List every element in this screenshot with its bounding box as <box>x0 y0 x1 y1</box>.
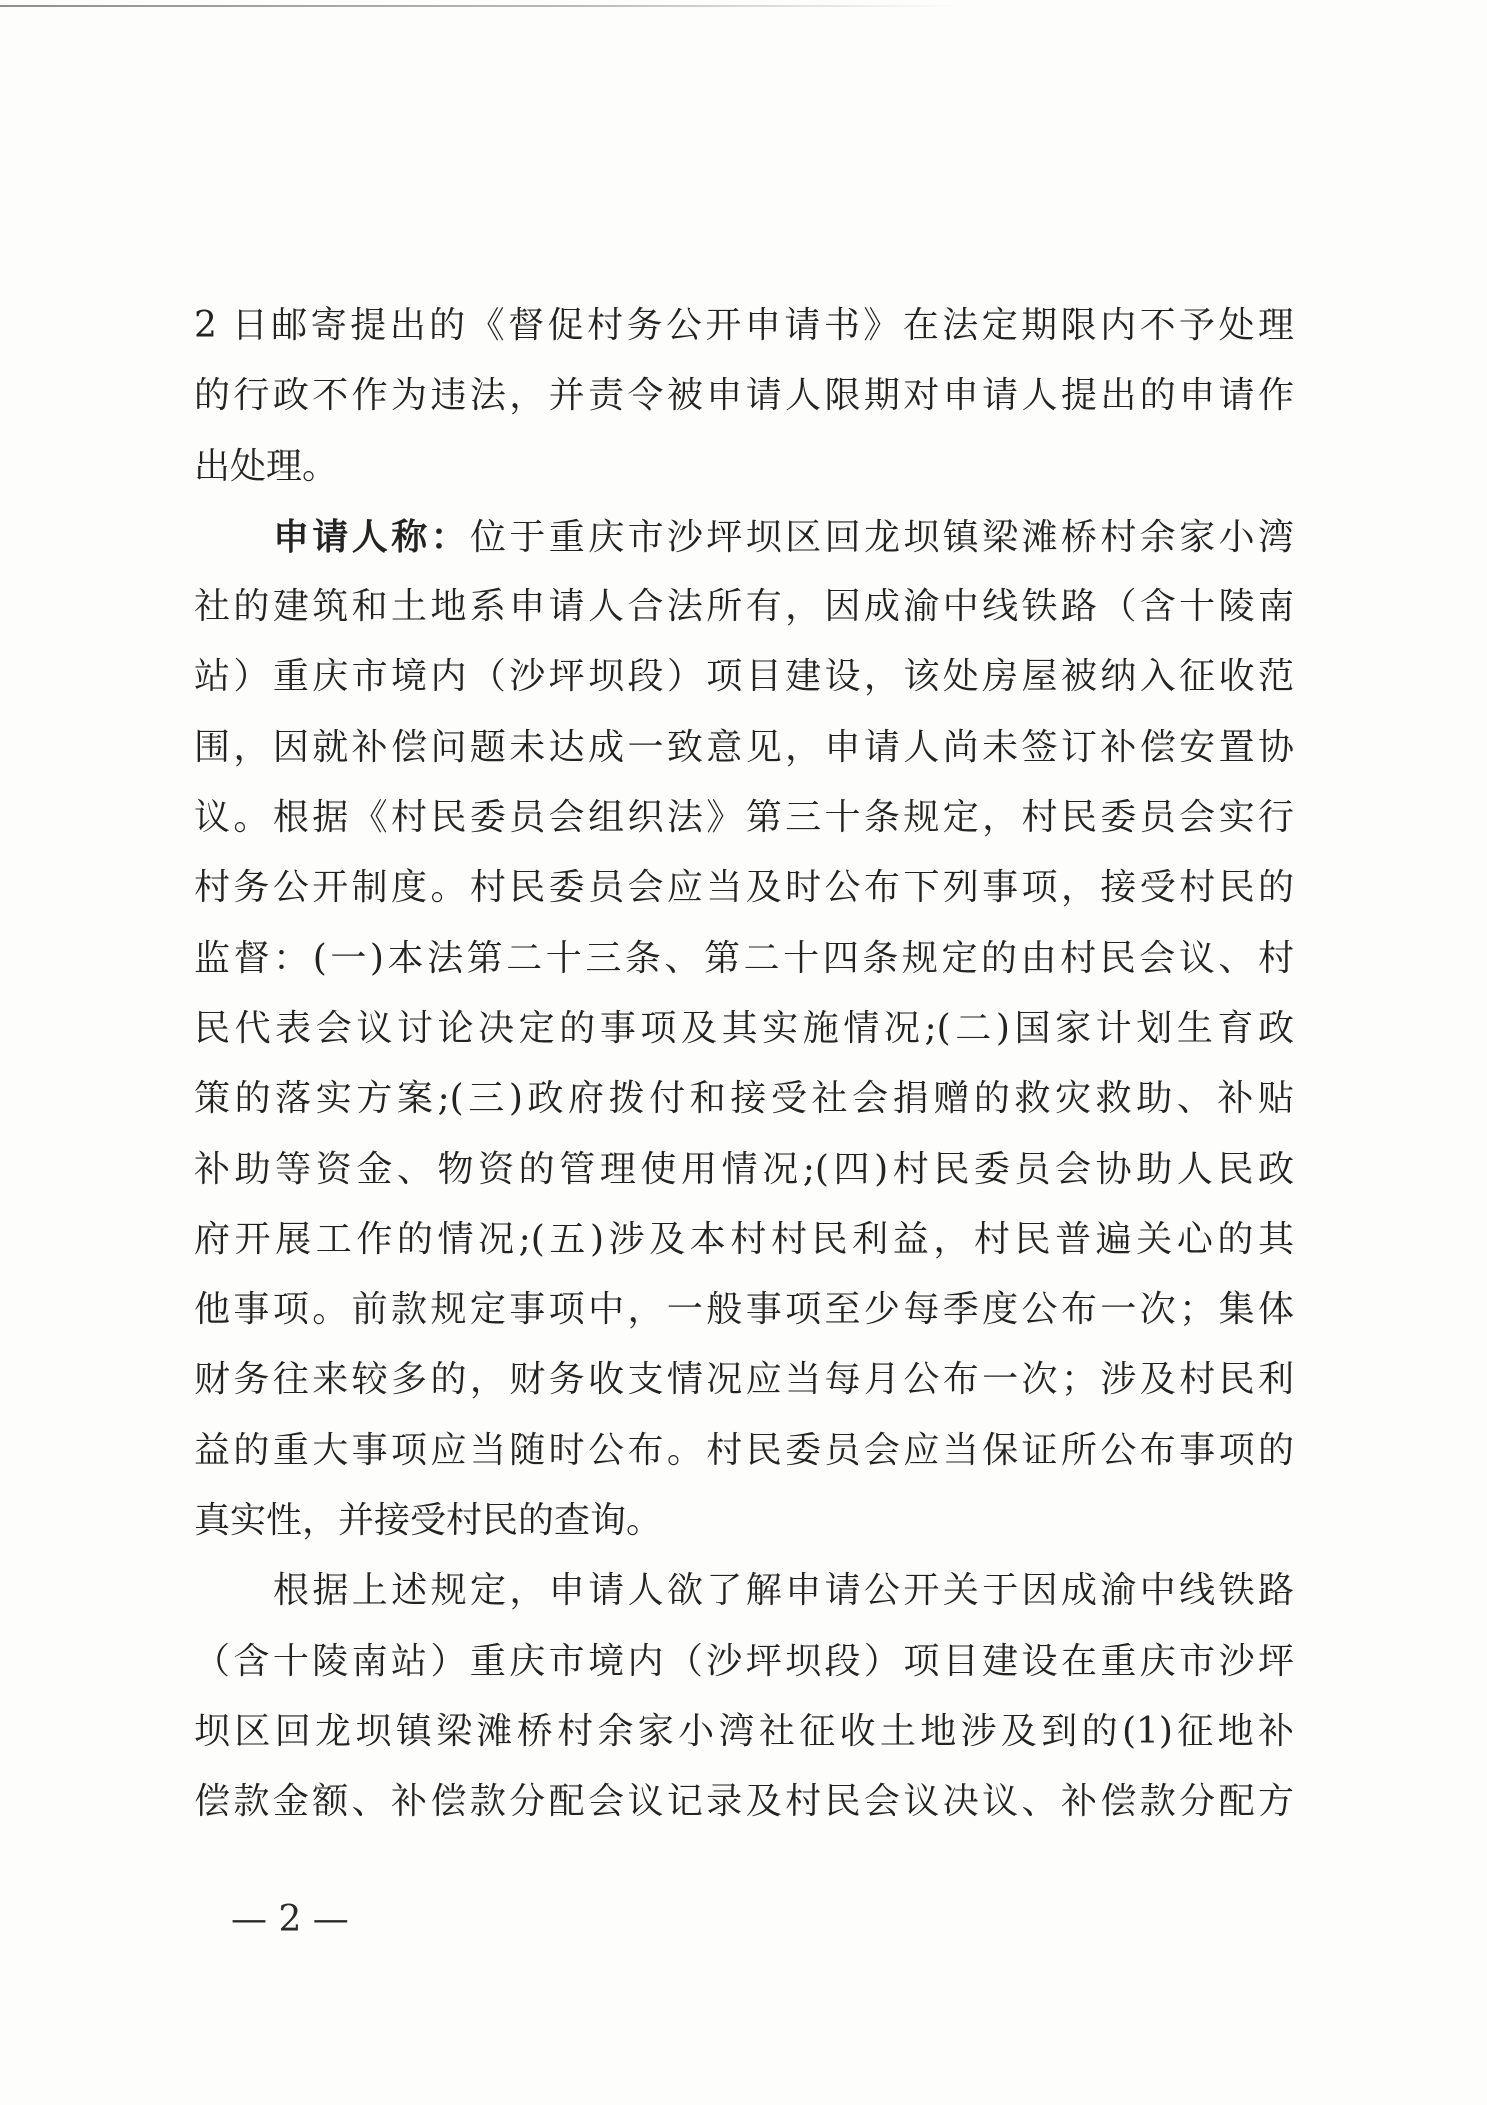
paragraph-continuation <box>194 291 1294 502</box>
text-line: 策的落实方案;(三)政府拨付和接受社会捐赠的救灾救助、补贴 <box>194 1078 1294 1120</box>
applicant-statement-label: 申请人称： <box>273 515 470 558</box>
text-line: 益的重大事项应当随时公布。村民委员会应当保证所公布事项的 <box>194 1429 1294 1471</box>
text-line: 监督：(一)本法第二十三条、第二十四条规定的由村民会议、村 <box>194 937 1294 979</box>
text-segment: 位于重庆市沙坪坝区回龙坝镇梁滩桥村余家小湾 <box>470 516 1294 558</box>
document-body <box>194 291 1294 1838</box>
text-line: 根据上述规定，申请人欲了解申请公开关于因成渝中线铁路 <box>273 1570 1294 1612</box>
text-line: 补助等资金、物资的管理使用情况;(四)村民委员会协助人民政 <box>194 1148 1294 1190</box>
text-line: 府开展工作的情况;(五)涉及本村村民利益，村民普遍关心的其 <box>194 1218 1294 1260</box>
text-line: 2 日邮寄提出的《督促村务公开申请书》在法定期限内不予处理 <box>194 305 1294 346</box>
text-line: 出处理。 <box>194 445 339 487</box>
text-line: 站）重庆市境内（沙坪坝段）项目建设，该处房屋被纳入征收范 <box>194 656 1294 698</box>
text-line: （含十陵南站）重庆市境内（沙坪坝段）项目建设在重庆市沙坪 <box>194 1640 1294 1682</box>
text-line: 偿款金额、补偿款分配会议记录及村民会议决议、补偿款分配方 <box>194 1781 1294 1823</box>
text-line: 民代表会议讨论决定的事项及其实施情况;(二)国家计划生育政 <box>194 1007 1294 1049</box>
text-line: 的行政不作为违法，并责令被申请人限期对申请人提出的申请作 <box>194 375 1294 417</box>
text-line: 真实性，并接受村民的查询。 <box>194 1500 663 1542</box>
text-line: 财务往来较多的，财务收支情况应当每月公布一次；涉及村民利 <box>194 1359 1294 1401</box>
page-number: — 2 — <box>231 1899 349 1940</box>
text-line: 他事项。前款规定事项中，一般事项至少每季度公布一次；集体 <box>194 1289 1294 1331</box>
text-line: 议。根据《村民委员会组织法》第三十条规定，村民委员会实行 <box>194 797 1294 839</box>
scan-top-edge <box>0 5 960 7</box>
text-line: 村务公开制度。村民委员会应当及时公布下列事项，接受村民的 <box>194 867 1294 909</box>
text-line: 围，因就补偿问题未达成一致意见，申请人尚未签订补偿安置协 <box>194 726 1294 768</box>
paragraph-request-basis <box>194 1556 1294 1837</box>
text-line: 社的建筑和土地系申请人合法所有，因成渝中线铁路（含十陵南 <box>194 586 1294 628</box>
text-line: 坝区回龙坝镇梁滩桥村余家小湾社征收土地涉及到的(1)征地补 <box>194 1710 1294 1752</box>
paragraph-applicant-statement <box>194 502 1294 1556</box>
text-line <box>194 502 1294 572</box>
